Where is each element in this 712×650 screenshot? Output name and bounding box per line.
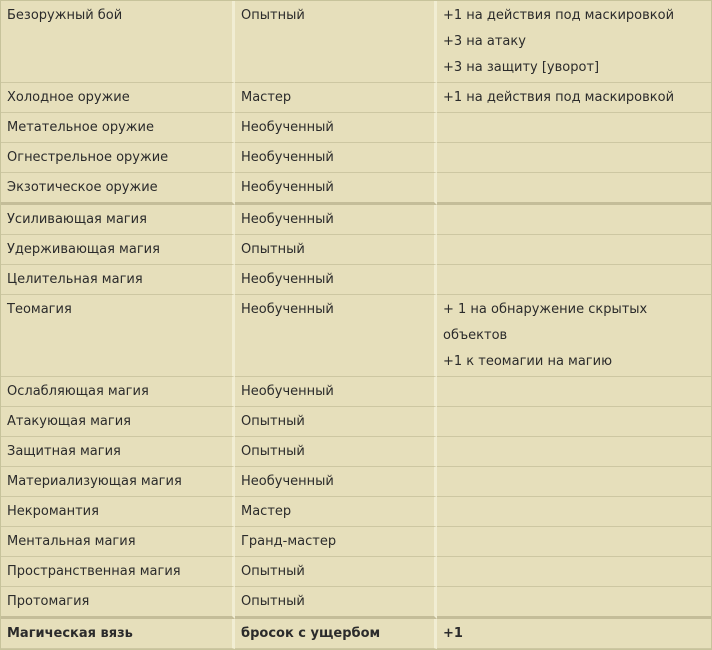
table-row <box>1 1 711 83</box>
skill-bonuses <box>437 205 711 235</box>
skill-name: Усиливающая магия <box>1 205 235 235</box>
skill-bonuses <box>437 295 711 377</box>
bonus-line: +1 к теомагии на магию <box>443 354 613 369</box>
table-row <box>1 113 711 143</box>
skill-name: Материализующая магия <box>1 467 235 497</box>
skill-name: Ментальная магия <box>1 527 235 557</box>
bonus-line: +1 <box>443 626 463 641</box>
skill-level: Опытный <box>235 557 437 587</box>
skill-bonuses <box>437 467 711 497</box>
skill-name: Протомагия <box>1 587 235 619</box>
table-row <box>1 235 711 265</box>
skill-level: Опытный <box>235 235 437 265</box>
skill-bonuses <box>437 557 711 587</box>
skill-level: Опытный <box>235 587 437 619</box>
skill-name: Ослабляющая магия <box>1 377 235 407</box>
skill-level: бросок с ущербом <box>235 619 437 649</box>
table-row <box>1 83 711 113</box>
skill-name: Холодное оружие <box>1 83 235 113</box>
skill-name: Безоружный бой <box>1 1 235 83</box>
skill-name: Метательное оружие <box>1 113 235 143</box>
table-row-total <box>1 619 711 649</box>
table-row <box>1 205 711 235</box>
skill-bonuses <box>437 407 711 437</box>
skill-bonuses <box>437 587 711 619</box>
skill-bonuses <box>437 265 711 295</box>
skill-level: Необученный <box>235 205 437 235</box>
skill-level: Необученный <box>235 467 437 497</box>
skill-name: Удерживающая магия <box>1 235 235 265</box>
table-row <box>1 557 711 587</box>
bonus-line: +1 на действия под маскировкой <box>443 90 675 105</box>
skill-name: Магическая вязь <box>1 619 235 649</box>
skill-name: Теомагия <box>1 295 235 377</box>
table-row <box>1 143 711 173</box>
skill-bonuses <box>437 619 711 649</box>
skill-name: Экзотическое оружие <box>1 173 235 205</box>
table-row <box>1 527 711 557</box>
table-row <box>1 173 711 205</box>
skill-level: Необученный <box>235 113 437 143</box>
skill-bonuses <box>437 113 711 143</box>
skill-bonuses <box>437 235 711 265</box>
skill-bonuses <box>437 1 711 83</box>
table-row <box>1 497 711 527</box>
table-row <box>1 587 711 619</box>
skill-bonuses <box>437 173 711 205</box>
skill-name: Пространственная магия <box>1 557 235 587</box>
skill-level: Необученный <box>235 377 437 407</box>
bonus-line: + 1 на обнаружение скрытых объектов <box>443 302 648 343</box>
skill-bonuses <box>437 83 711 113</box>
skill-name: Огнестрельное оружие <box>1 143 235 173</box>
skill-name: Некромантия <box>1 497 235 527</box>
skill-name: Защитная магия <box>1 437 235 467</box>
skill-level: Необученный <box>235 295 437 377</box>
skill-bonuses <box>437 377 711 407</box>
skill-name: Целительная магия <box>1 265 235 295</box>
skill-name: Атакующая магия <box>1 407 235 437</box>
skill-level: Необученный <box>235 143 437 173</box>
skill-bonuses <box>437 437 711 467</box>
skill-level: Опытный <box>235 1 437 83</box>
table-row <box>1 295 711 377</box>
table-row <box>1 437 711 467</box>
table-row <box>1 407 711 437</box>
skills-table-body <box>1 1 711 649</box>
bonus-line: +3 на атаку <box>443 34 526 49</box>
skill-level: Мастер <box>235 83 437 113</box>
skill-level: Опытный <box>235 407 437 437</box>
table-row <box>1 467 711 497</box>
table-row <box>1 377 711 407</box>
skill-level: Необученный <box>235 265 437 295</box>
skill-level: Мастер <box>235 497 437 527</box>
bonus-line: +1 на действия под маскировкой <box>443 8 675 23</box>
skill-bonuses <box>437 497 711 527</box>
table-row <box>1 265 711 295</box>
skill-bonuses <box>437 527 711 557</box>
skill-level: Гранд-мастер <box>235 527 437 557</box>
skill-level: Необученный <box>235 173 437 205</box>
skill-level: Опытный <box>235 437 437 467</box>
skill-bonuses <box>437 143 711 173</box>
bonus-line: +3 на защиту [уворот] <box>443 60 600 75</box>
